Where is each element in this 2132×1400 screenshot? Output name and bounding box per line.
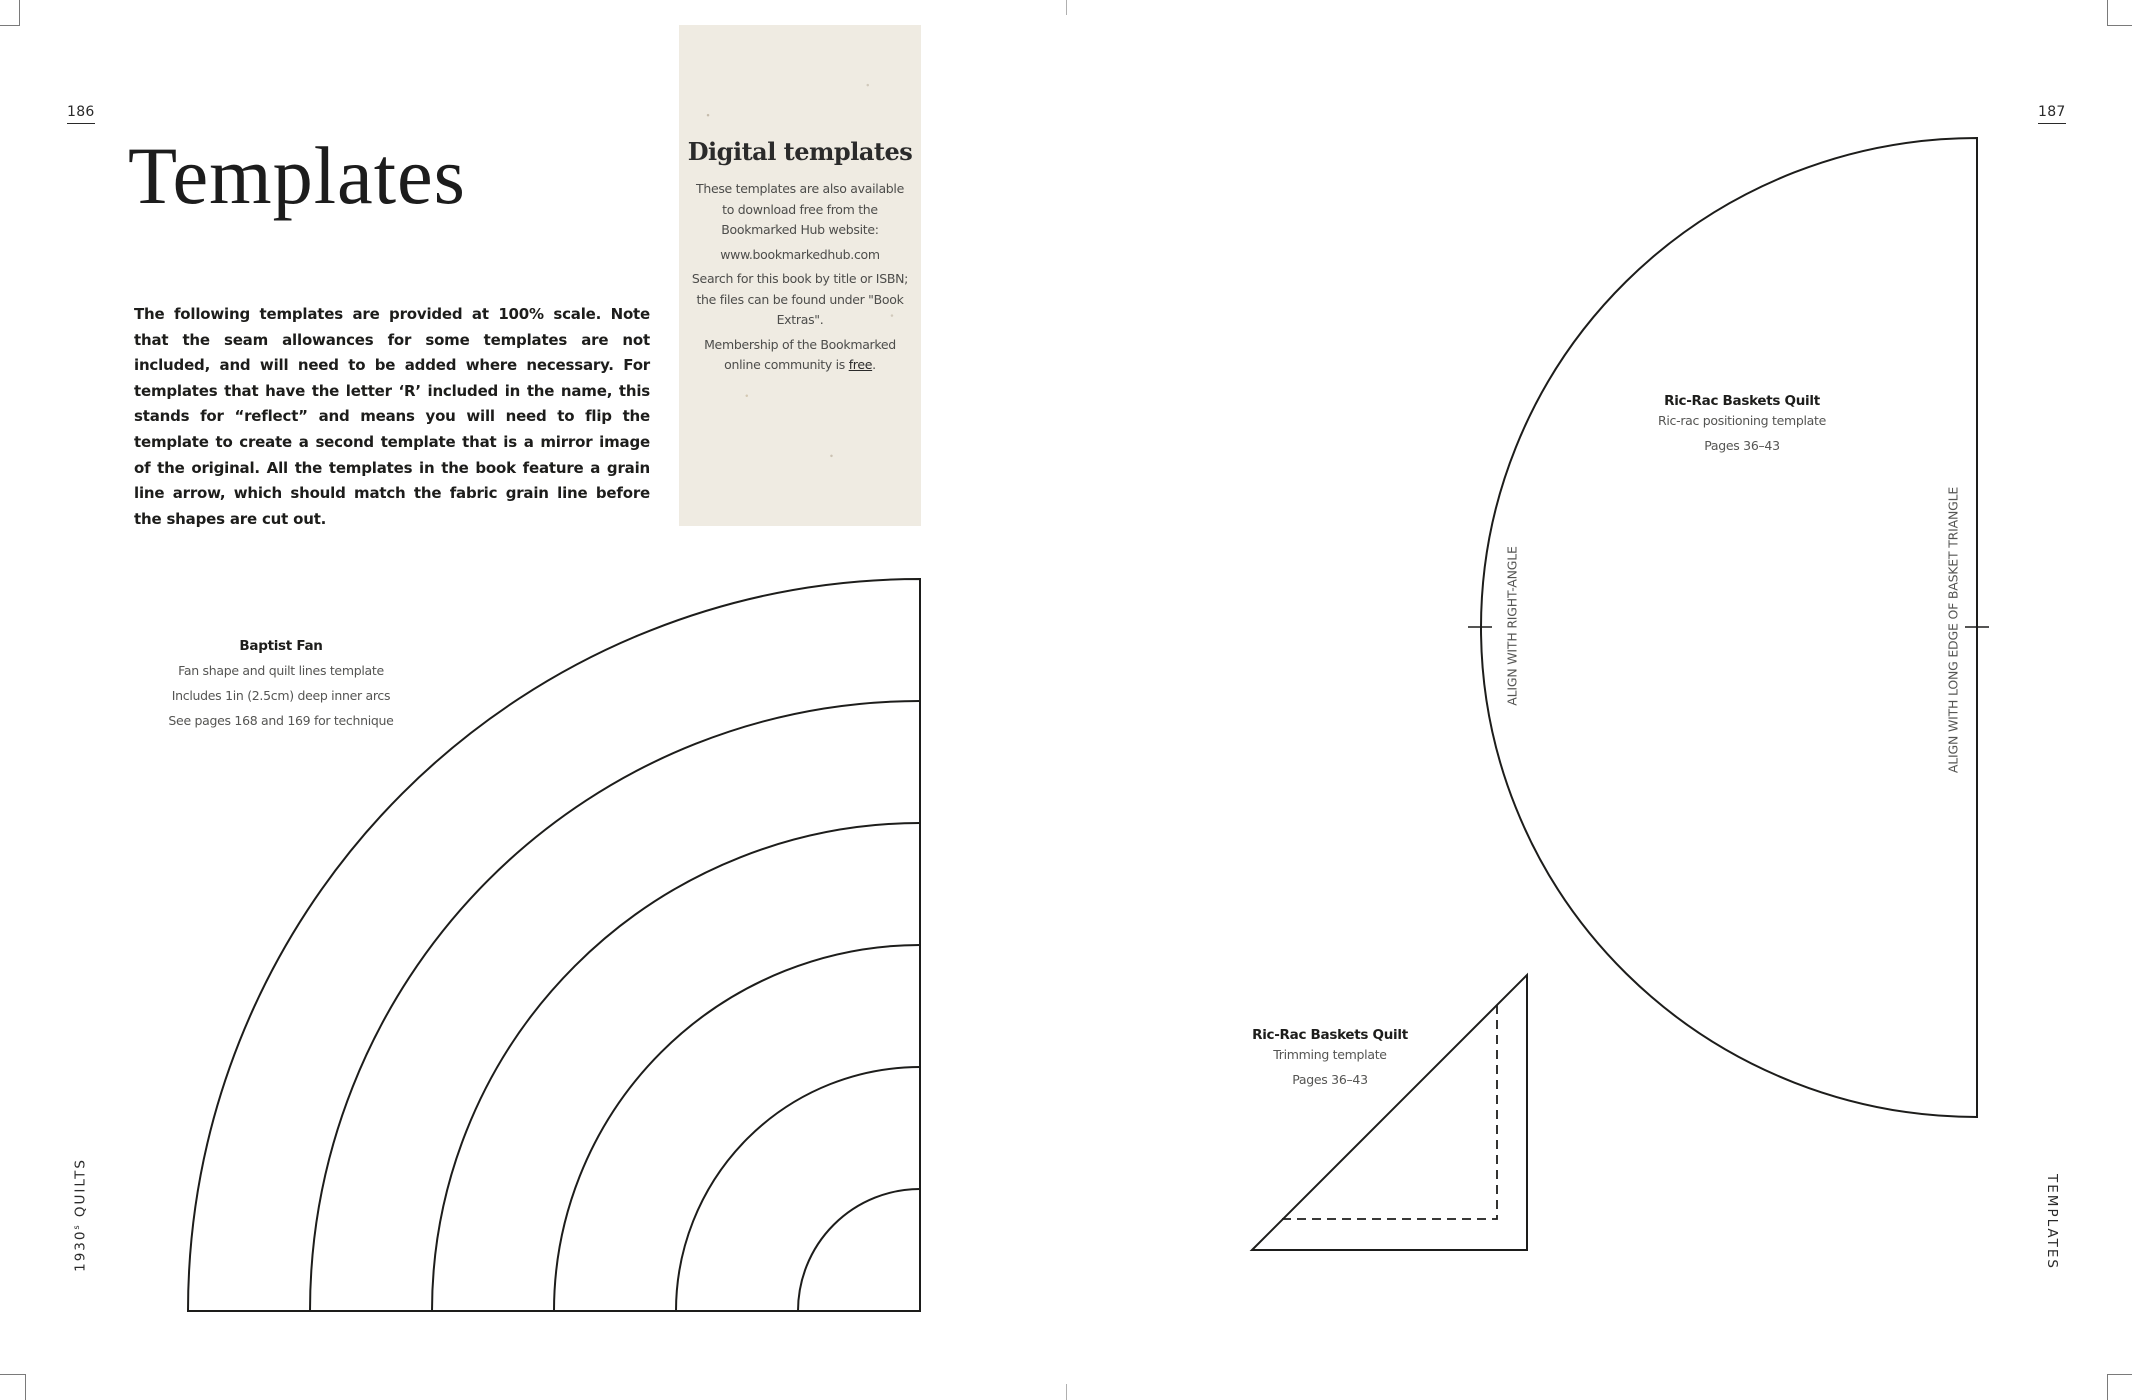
page-title: Templates [128, 130, 466, 221]
triangle-outline [1252, 975, 1527, 1250]
intro-paragraph: The following templates are provided at 100% scale. Note that the seam allowances for some templates are not included, and will need to be added where necessary. For templates that have the letter ‘R’ included in the name, this stands for “reflect” and means you will need to flip the template to create a second template that is a mirror image of the original. All the templates in the book feature a grain line arrow, which should match the fabric grain line before the shapes are cut out. [134, 305, 650, 528]
page-number-right: 187 [2038, 104, 2066, 124]
guide-align-right-angle: ALIGN WITH RIGHT-ANGLE [1504, 546, 1520, 706]
template-name: Baptist Fan [239, 638, 323, 654]
running-head-right: TEMPLATES [2044, 1174, 2060, 1270]
template-pages: Pages 36–43 [1292, 1072, 1368, 1087]
page-number-left: 186 [67, 104, 95, 124]
template-name: Ric-Rac Baskets Quilt [1252, 1027, 1408, 1043]
baptist-fan-template [188, 579, 920, 1311]
template-description: Fan shape and quilt lines template [178, 663, 384, 678]
fan-arc-4 [432, 823, 920, 1311]
running-head-superscript: s [71, 1223, 81, 1230]
fan-arc-2 [676, 1067, 920, 1311]
ric-rac-trimming-template [1252, 975, 1527, 1250]
bookmarked-hub-url[interactable]: www.bookmarkedhub.com [720, 246, 880, 262]
guide-align-long-edge: ALIGN WITH LONG EDGE OF BASKET TRIANGLE [1945, 486, 1961, 774]
template-pages: Pages 36–43 [1704, 438, 1780, 453]
period: . [872, 357, 876, 372]
digital-templates-para-1: These templates are also available to download free from the Bookmarked Hub website: [695, 181, 904, 237]
digital-templates-title: Digital templates [687, 137, 913, 166]
fan-outline [188, 579, 920, 1311]
semicircle-outline [1481, 138, 1977, 1117]
template-description: Includes 1in (2.5cm) deep inner arcs [171, 688, 391, 703]
template-description: Trimming template [1273, 1047, 1387, 1062]
fan-arc-5 [310, 701, 920, 1311]
running-head-year: 1930 [72, 1229, 89, 1272]
running-head-rest: QUILTS [72, 1158, 89, 1224]
template-description: Ric-rac positioning template [1657, 413, 1827, 428]
digital-templates-para-2: Search for this book by title or ISBN; the files can be found under "Book Extras". [691, 271, 909, 327]
template-name: Ric-Rac Baskets Quilt [1664, 393, 1820, 409]
free-link[interactable]: free [848, 357, 873, 372]
fan-arc-1 [798, 1189, 920, 1311]
membership-text: Membership of the Bookmarked online community is [704, 336, 896, 372]
ric-rac-positioning-template [1468, 138, 1989, 1117]
fan-arc-3 [554, 945, 920, 1311]
template-description: See pages 168 and 169 for technique [168, 713, 394, 728]
